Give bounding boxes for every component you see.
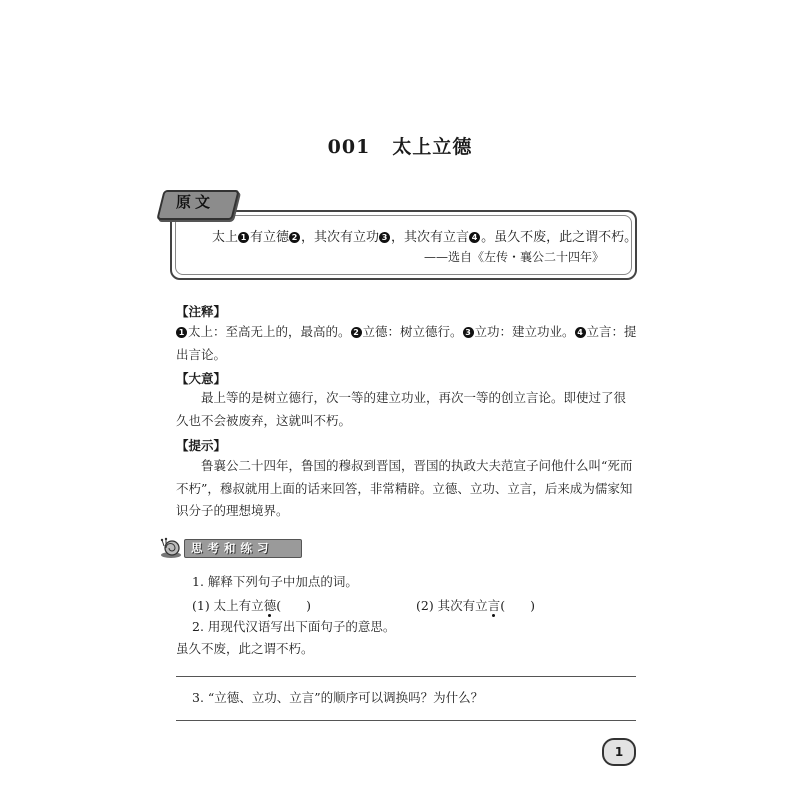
- answer-blank[interactable]: ( ): [500, 598, 535, 613]
- yuanwen-text: [212, 226, 637, 245]
- snail-icon: [160, 537, 182, 559]
- zhushi-item: 立言：提出言论。: [176, 324, 637, 362]
- question-3: 3. “立德、立功、立言”的顺序可以调换吗？为什么？: [192, 690, 484, 705]
- exercise-banner: 思考和练习: [184, 539, 302, 558]
- zhushi-item: 立功：建立功业。: [474, 324, 575, 339]
- tishi-heading: 【提示】: [176, 438, 227, 453]
- yuanwen-seg: 有立德: [250, 230, 290, 245]
- dayi-text: 最上等的是树立德行，次一等的建立功业，再次一等的创立言论。即使过了很久也不会被废弃，这就叫不朽。: [176, 390, 627, 428]
- yuanwen-box: [170, 210, 637, 280]
- yuanwen-tab-label: 原文: [176, 193, 215, 211]
- yuanwen-seg: 。虽久不废，此之谓不朽。: [481, 230, 638, 245]
- page-title: [0, 132, 800, 159]
- note-mark: 3: [379, 232, 390, 243]
- zhushi-item: 太上：至高无上的，最高的。: [188, 324, 351, 339]
- yuanwen-seg: ，其次有立功: [301, 230, 380, 245]
- note-number-icon: 4: [575, 327, 586, 338]
- yuanwen-seg: ，其次有立言: [391, 230, 470, 245]
- title-text: 太上立德: [392, 136, 473, 158]
- zhushi-body: [176, 321, 638, 366]
- dayi-heading: 【大意】: [176, 371, 227, 386]
- q1a-prefix: (1) 太上有立: [192, 598, 264, 613]
- zhushi-heading: 【注释】: [176, 304, 227, 319]
- note-mark: 2: [289, 232, 300, 243]
- note-number-icon: 1: [176, 327, 187, 338]
- question-1b: [416, 596, 535, 614]
- yuanwen-seg: 太上: [212, 230, 239, 245]
- dotted-word: 德: [263, 598, 277, 613]
- title-number: 001: [327, 136, 371, 158]
- note-number-icon: 3: [463, 327, 474, 338]
- page-number: 1: [602, 738, 636, 766]
- dotted-word: 言: [487, 598, 501, 613]
- note-mark: 1: [238, 232, 249, 243]
- tishi-text: 鲁襄公二十四年，鲁国的穆叔到晋国，晋国的执政大夫范宣子问他什么叫“死而不朽”，穆叔就用上面的话来回答，非常精辟。立德、立功、立言，后来成为儒家知识分子的理想境界。: [176, 458, 633, 518]
- question-2: 2. 用现代汉语写出下面句子的意思。: [192, 619, 396, 634]
- note-number-icon: 2: [351, 327, 362, 338]
- q1b-prefix: (2) 其次有立: [416, 598, 488, 613]
- zhushi-item: 立德：树立德行。: [362, 324, 463, 339]
- note-mark: 4: [469, 232, 480, 243]
- question-1a: [192, 596, 311, 614]
- answer-line[interactable]: [176, 720, 636, 721]
- yuanwen-source: ——选自《左传・襄公二十四年》: [424, 250, 605, 264]
- question-2-sentence: 虽久不废，此之谓不朽。: [176, 641, 314, 656]
- answer-line[interactable]: [176, 676, 636, 677]
- answer-blank[interactable]: ( ): [276, 598, 311, 613]
- question-1: 1. 解释下列句子中加点的词。: [192, 574, 358, 589]
